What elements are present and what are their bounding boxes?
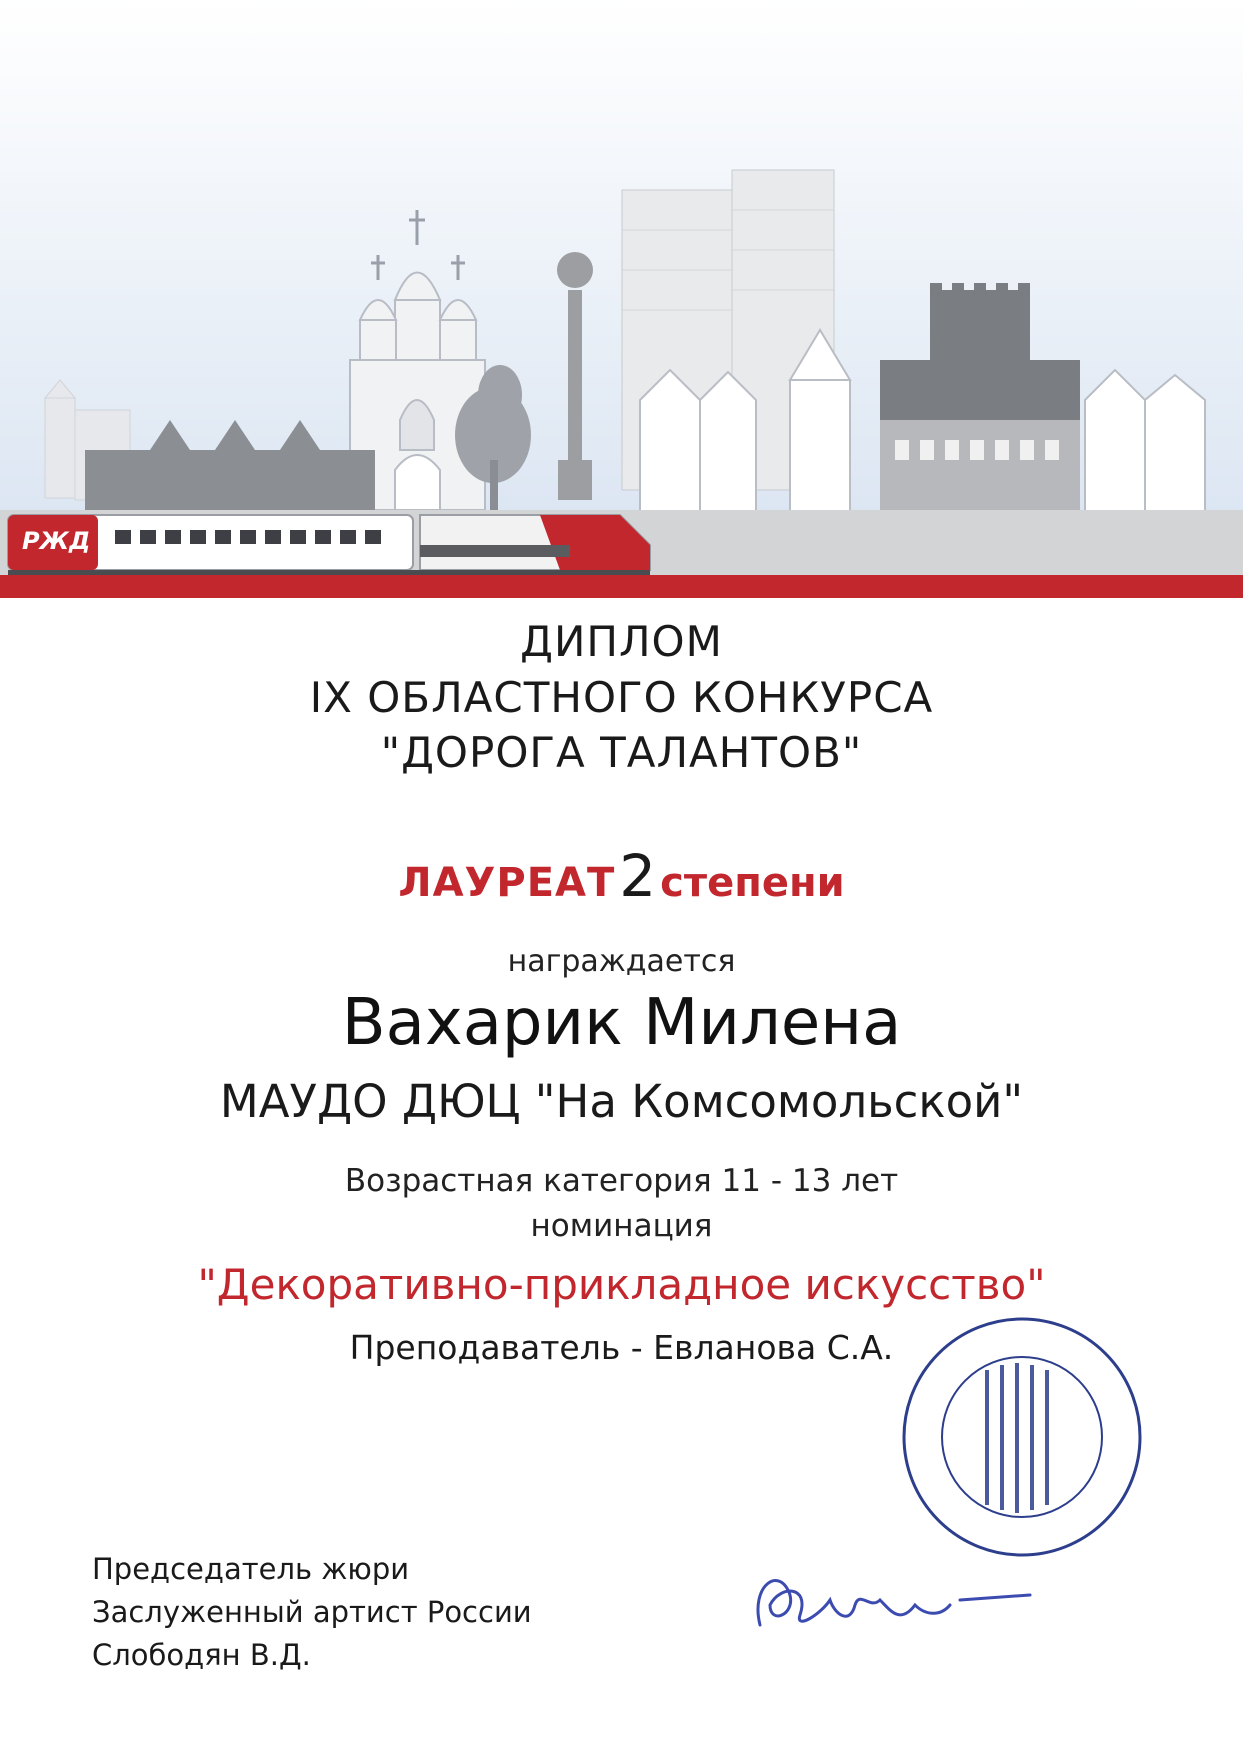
- age-category: Возрастная категория 11 - 13 лет: [344, 1163, 899, 1199]
- nomination-name: "Декоративно-прикладное искусство": [197, 1260, 1046, 1309]
- handwritten-signature: [740, 1555, 1040, 1645]
- stamp-seal: [900, 1315, 1145, 1560]
- teacher: Преподаватель - Евланова С.А.: [349, 1328, 894, 1367]
- degree-number: 2: [619, 842, 657, 910]
- rzd-logo: РЖД: [22, 527, 91, 555]
- laureate-degree: [0, 842, 1243, 910]
- jury-line-2: Заслуженный артист России: [92, 1595, 532, 1629]
- awarded-text: награждается: [507, 944, 736, 979]
- diploma-title-line-1: ДИПЛОМ: [520, 617, 723, 666]
- city-skyline-illustration: [0, 0, 1243, 598]
- jury-line-3: Слободян В.Д.: [92, 1638, 311, 1672]
- signature: [740, 1555, 1040, 1649]
- official-stamp: [900, 1315, 1145, 1564]
- degree-word: степени: [660, 860, 845, 906]
- recipient-name: Вахарик Милена: [341, 986, 902, 1060]
- organization: МАУДО ДЮЦ "На Комсомольской": [219, 1075, 1024, 1128]
- jury-signature-block: [92, 1548, 532, 1677]
- jury-line-1: Председатель жюри: [92, 1552, 410, 1586]
- diploma-title-line-2: IX ОБЛАСТНОГО КОНКУРСА: [309, 673, 934, 722]
- nomination-label: номинация: [530, 1208, 713, 1244]
- diploma-title-line-3: "ДОРОГА ТАЛАНТОВ": [380, 728, 863, 777]
- laureate-word: ЛАУРЕАТ: [398, 860, 616, 906]
- header-illustration: [0, 0, 1243, 598]
